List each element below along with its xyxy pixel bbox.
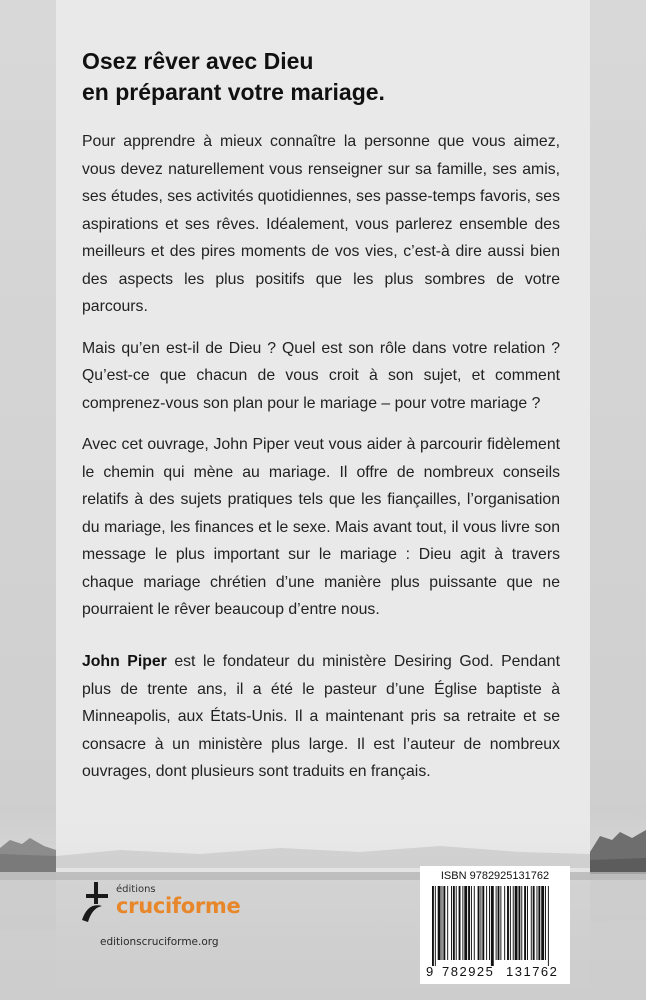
- barcode-bar: [533, 886, 535, 960]
- publisher-website: editionscruciforme.org: [100, 936, 219, 948]
- cross-swoosh-icon: [80, 880, 112, 924]
- barcode-bar: [518, 886, 520, 960]
- barcode-bar: [524, 886, 526, 960]
- publisher-small-label: éditions: [116, 884, 156, 895]
- barcode-bar: [478, 886, 480, 960]
- barcode-bar: [438, 886, 441, 960]
- author-bio-text: est le fondateur du ministère Desiring God. Pendant plus de trente ans, il a été le pasteur d’une Église baptiste à Minneapolis, aux États-Unis. Il a maintenant pris sa retraite et se consacre à un ministère plus large. Il est l’auteur de nombreux ouvrages, dont plusieurs sont traduits en français.: [82, 653, 560, 780]
- barcode-bar: [474, 886, 475, 960]
- barcode-bar: [462, 886, 463, 960]
- headline-line-1: Osez rêver avec Dieu: [82, 48, 314, 74]
- barcode-bar: [432, 886, 434, 966]
- barcode-bar: [435, 886, 436, 966]
- barcode-bar: [527, 886, 528, 960]
- paragraph-3: Avec cet ouvrage, John Piper veut vous aider à parcourir fidèlement le chemin qui mène au mariage. Il offre de nombreux conseils relatifs à des sujets pratiques tels que les fiançailles, l’organisation du mariage, les finances et le sexe. Mais avant tout, il vous livre son message le plus important sur le mariage : Dieu agit à travers chaque mariage chrétien d’une manière plus puissante que ne pourraient le rêver beaucoup d’entre nous.: [82, 436, 560, 618]
- isbn-label: ISBN 9782925131762: [440, 870, 550, 882]
- barcode-bar: [513, 886, 514, 960]
- barcode-bar: [451, 886, 452, 960]
- barcode-bar: [507, 886, 509, 960]
- headline-line-2: en préparant votre mariage.: [82, 79, 385, 105]
- paragraph-2: Mais qu’en est-il de Dieu ? Quel est son rôle dans votre relation ? Qu’est-ce que chacun de vous croit à son sujet, et comment comprenez-vous son plan pour le mariage – pour votre mariage ?: [82, 339, 560, 412]
- barcode-bar: [504, 886, 505, 960]
- barcode-digits-right: 131762: [506, 964, 559, 979]
- barcode-bar: [442, 886, 443, 960]
- headline: [82, 46, 560, 108]
- barcode-bar: [482, 886, 484, 960]
- publisher-logo: [80, 880, 250, 930]
- paragraph-1: Pour apprendre à mieux connaître la personne que vous aimez, vous devez naturellement vous renseigner sur sa famille, ses amis, ses études, ses activités quotidiennes, ses passe-temps favoris, ses aspirations et ses rêves. Idéalement, vous parlerez ensemble des meilleurs et des pires moments de vos vies, c’est-à dire aussi bien des aspects les plus positifs que les plus sombres de votre parcours.: [82, 133, 560, 315]
- barcode-bar: [486, 886, 487, 960]
- isbn-barcode: [420, 866, 570, 984]
- barcode-bar: [515, 886, 518, 960]
- barcode-bar: [538, 886, 540, 960]
- barcode-bar: [500, 886, 501, 960]
- barcode-bar: [491, 886, 494, 966]
- barcode-bar: [447, 886, 448, 960]
- barcode-bar: [443, 886, 445, 960]
- barcode-bar: [468, 886, 470, 960]
- barcode-bar: [480, 886, 481, 960]
- barcode-bar: [471, 886, 472, 960]
- barcode-digits: [420, 964, 570, 980]
- barcode-bar: [498, 886, 500, 960]
- barcode-digits-left: 782925: [442, 964, 495, 979]
- barcode-bar: [510, 886, 511, 960]
- barcode-bar: [541, 886, 544, 960]
- description-block: [82, 46, 560, 638]
- barcode-bar: [453, 886, 455, 960]
- barcode-bar: [496, 886, 497, 960]
- barcode-bars: [428, 886, 562, 966]
- barcode-bar: [521, 886, 522, 960]
- barcode-bar: [545, 886, 546, 960]
- barcode-bar: [456, 886, 457, 960]
- publisher-name: cruciforme: [116, 894, 241, 918]
- barcode-bar: [489, 886, 490, 960]
- barcode-bar: [537, 886, 538, 960]
- author-bio: [82, 648, 560, 786]
- barcode-bar: [459, 886, 461, 960]
- barcode-bar: [464, 886, 467, 960]
- barcode-bar: [531, 886, 532, 960]
- barcode-digit-first: 9: [426, 964, 434, 979]
- author-name: John Piper: [82, 653, 167, 670]
- barcode-bar: [548, 886, 549, 966]
